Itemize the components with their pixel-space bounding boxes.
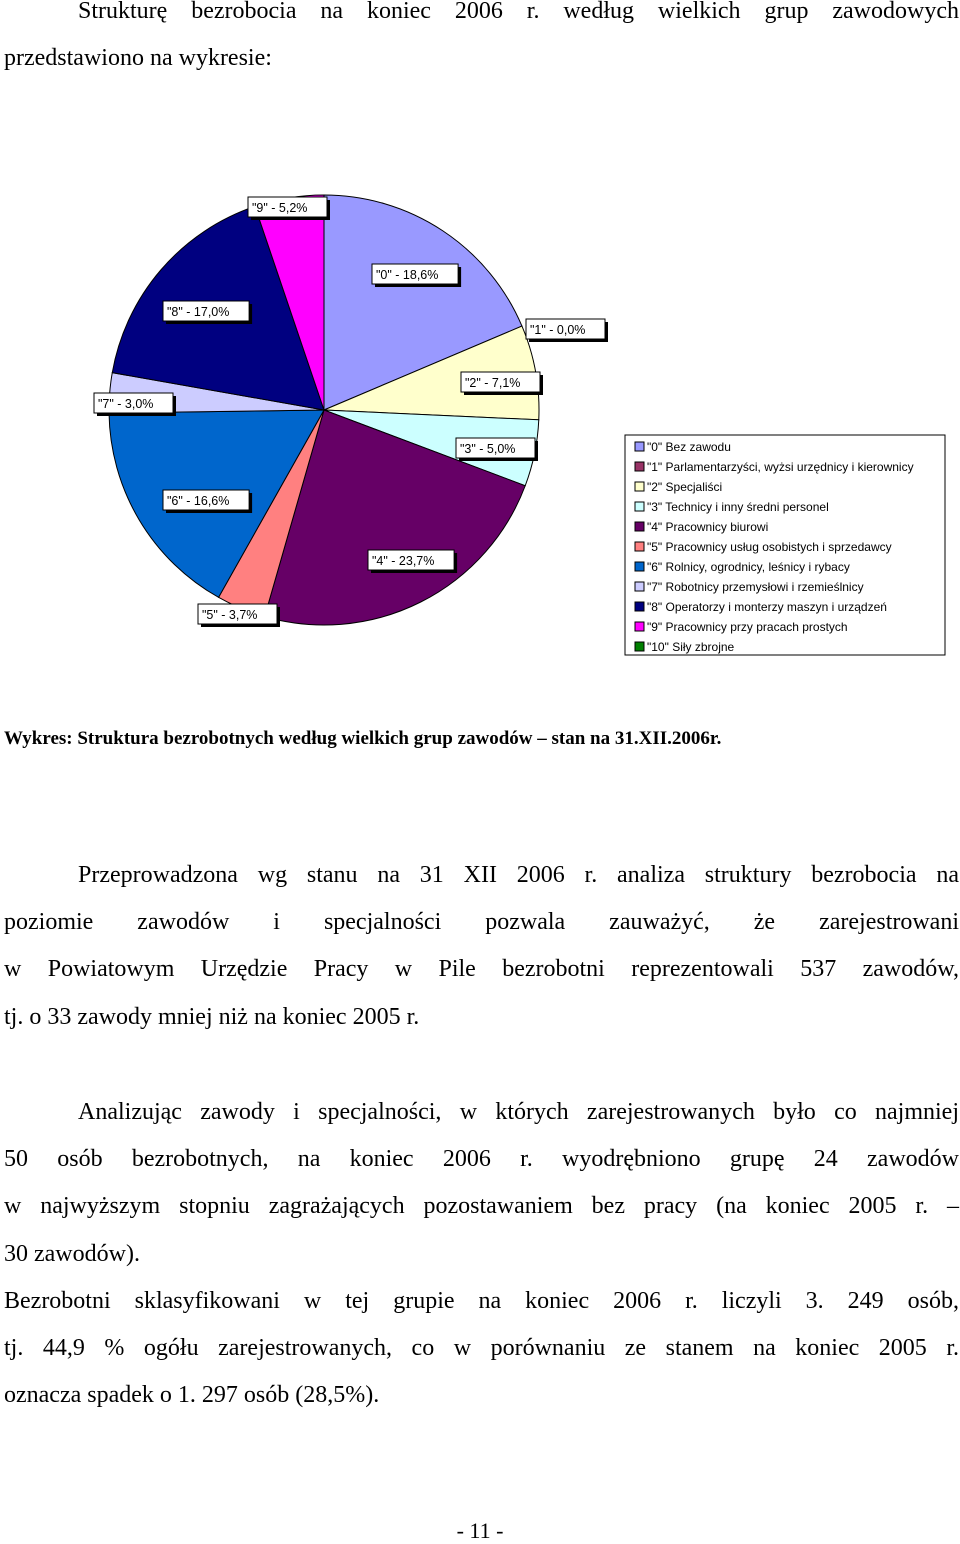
svg-text:"5" - 3,7%: "5" - 3,7% [202, 608, 258, 622]
pie-chart [0, 180, 960, 670]
legend-item-7: "7" Robotnicy przemysłowi i rzemieślnicy [647, 580, 864, 594]
legend-swatch-3 [635, 502, 644, 511]
para1-line-1: Przeprowadzona wg stanu na 31 XII 2006 r. analiza struktury bezrobocia na [78, 862, 959, 888]
paragraph-professions [4, 1089, 959, 1278]
slice-label-5 [198, 604, 280, 627]
legend-item-3: "3" Technicy i inny średni personel [647, 500, 829, 514]
legend-item-0: "0" Bez zawodu [647, 440, 731, 454]
slice-label-3 [456, 438, 538, 461]
svg-text:"7" - 3,0%: "7" - 3,0% [98, 397, 154, 411]
para3-line-2: tj. 44,9 % ogółu zarejestrowanych, co w porównaniu ze stanem na koniec 2005 r. [4, 1335, 959, 1362]
legend-item-1: "1" Parlamentarzyści, wyżsi urzędnicy i kierownicy [647, 460, 914, 474]
svg-text:"0" - 18,6%: "0" - 18,6% [376, 268, 439, 282]
svg-text:"4" - 23,7%: "4" - 23,7% [372, 554, 435, 568]
slice-label-4 [368, 550, 457, 573]
paragraph-analysis [4, 852, 959, 1041]
legend-item-8: "8" Operatorzy i monterzy maszyn i urządzeń [647, 600, 887, 614]
chart-legend [625, 435, 945, 655]
legend-item-4: "4" Pracownicy biurowi [647, 520, 769, 534]
page-number: - 11 - [456, 1518, 504, 1543]
legend-swatch-4 [635, 522, 644, 531]
chart-caption: Wykres: Struktura bezrobotnych według wielkich grup zawodów – stan na 31.XII.2006r. [4, 728, 722, 749]
para2-line-3: w najwyższym stopniu zagrażających pozostawaniem bez pracy (na koniec 2005 r. – [4, 1193, 959, 1220]
svg-text:"1" - 0,0%: "1" - 0,0% [530, 323, 586, 337]
para3-line-3: oznacza spadek o 1. 297 osób (28,5%). [4, 1382, 380, 1409]
legend-swatch-2 [635, 482, 644, 491]
slice-label-8 [163, 301, 252, 324]
svg-text:"8" - 17,0%: "8" - 17,0% [167, 305, 230, 319]
slice-label-6 [163, 490, 252, 513]
legend-item-2: "2" Specjaliści [647, 480, 723, 494]
legend-item-9: "9" Pracownicy przy pracach prostych [647, 620, 848, 634]
legend-swatch-9 [635, 622, 644, 631]
legend-swatch-6 [635, 562, 644, 571]
legend-swatch-0 [635, 442, 644, 451]
legend-item-10: "10" Siły zbrojne [647, 640, 735, 654]
slice-label-1 [526, 319, 608, 342]
para2-line-1: Analizując zawody i specjalności, w których zarejestrowanych było co najmniej [78, 1099, 959, 1125]
svg-text:"9" - 5,2%: "9" - 5,2% [252, 201, 308, 215]
legend-swatch-8 [635, 602, 644, 611]
slice-label-7 [94, 393, 176, 416]
svg-text:"2" - 7,1%: "2" - 7,1% [465, 376, 521, 390]
para3-line-1: Bezrobotni sklasyfikowani w tej grupie na koniec 2006 r. liczyli 3. 249 osób, [4, 1288, 959, 1314]
para2-line-4: 30 zawodów). [4, 1240, 140, 1267]
slice-label-2 [461, 372, 543, 395]
para1-line-2: poziomie zawodów i specjalności pozwala zauważyć, że zarejestrowani [4, 909, 959, 936]
svg-text:"3" - 5,0%: "3" - 5,0% [460, 442, 516, 456]
legend-swatch-7 [635, 582, 644, 591]
intro-line-2: przedstawiono na wykresie: [4, 45, 272, 72]
legend-swatch-10 [635, 642, 644, 651]
intro-line-1: Strukturę bezrobocia na koniec 2006 r. według wielkich grup zawodowych [78, 0, 959, 24]
legend-swatch-5 [635, 542, 644, 551]
para1-line-4: tj. o 33 zawody mniej niż na koniec 2005 r. [4, 1003, 420, 1030]
para1-line-3: w Powiatowym Urzędzie Pracy w Pile bezrobotni reprezentowali 537 zawodów, [4, 956, 959, 983]
legend-item-6: "6" Rolnicy, ogrodnicy, leśnicy i rybacy [647, 560, 850, 574]
legend-swatch-1 [635, 462, 644, 471]
legend-item-5: "5" Pracownicy usług osobistych i sprzedawcy [647, 540, 892, 554]
para2-line-2: 50 osób bezrobotnych, na koniec 2006 r. wyodrębniono grupę 24 zawodów [4, 1146, 959, 1173]
intro-paragraph [4, 0, 959, 82]
paragraph-classified [4, 1278, 959, 1420]
slice-label-9 [248, 197, 330, 220]
svg-text:"6" - 16,6%: "6" - 16,6% [167, 494, 230, 508]
slice-label-0 [372, 264, 461, 287]
